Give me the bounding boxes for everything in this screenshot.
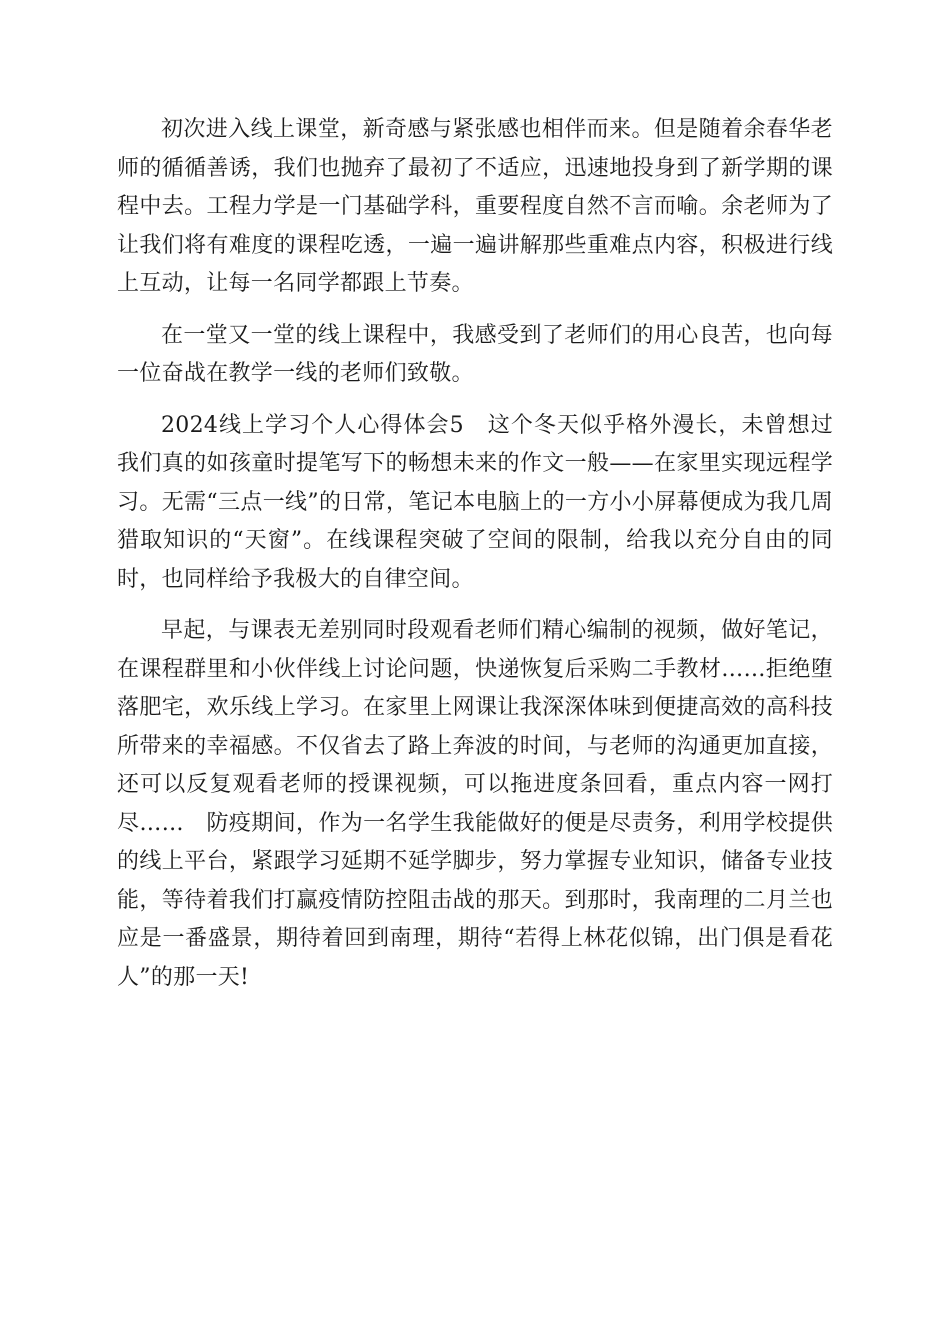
paragraph-online-class-teacher: 初次进入线上课堂，新奇感与紧张感也相伴而来。但是随着余春华老师的循循善诱，我们也抛弃了最初了不适应，迅速地投身到了新学期的课程中去。工程力学是一门基础学科，重要程度自然不言而喻。余老师为了让我们将有难度的课程吃透，一遍一遍讲解那些重难点内容，积极进行线上互动，让每一名同学都跟上节奏。 bbox=[117, 117, 833, 296]
document-body bbox=[117, 111, 833, 1010]
paragraph-tribute-teachers: 在一堂又一堂的线上课程中，我感受到了老师们的用心良苦，也向每一位奋战在教学一线的老师们致敬。 bbox=[117, 322, 833, 386]
paragraph-reflection-5: 2024线上学习个人心得体会5 这个冬天似乎格外漫长，未曾想过我们真的如孩童时提笔写下的畅想未来的作文一般——在家里实现远程学习。无需“三点一线”的日常，笔记本电脑上的一方小小屏幕便成为我几周猎取知识的“天窗”。在线课程突破了空间的限制，给我以充分自由的同时，也同样给予我极大的自律空间。 bbox=[117, 412, 833, 592]
paragraph-daily-study: 早起，与课表无差别同时段观看老师们精心编制的视频，做好笔记，在课程群里和小伙伴线上讨论问题，快递恢复后采购二手教材……拒绝堕落肥宅，欢乐线上学习。在家里上网课让我深深体味到便捷高效的高科技所带来的幸福感。不仅省去了路上奔波的时间，与老师的沟通更加直接，还可以反复观看老师的授课视频，可以拖进度条回看，重点内容一网打尽…… 防疫期间，作为一名学生我能做好的便是尽责务，利用学校提供的线上平台，紧跟学习延期不延学脚步，努力掌握专业知识，储备专业技能，等待着我们打赢疫情防控阻击战的那天。到那时，我南理的二月兰也应是一番盛景，期待着回到南理，期待“若得上林花似锦，出门俱是看花人”的那一天! bbox=[117, 618, 833, 990]
